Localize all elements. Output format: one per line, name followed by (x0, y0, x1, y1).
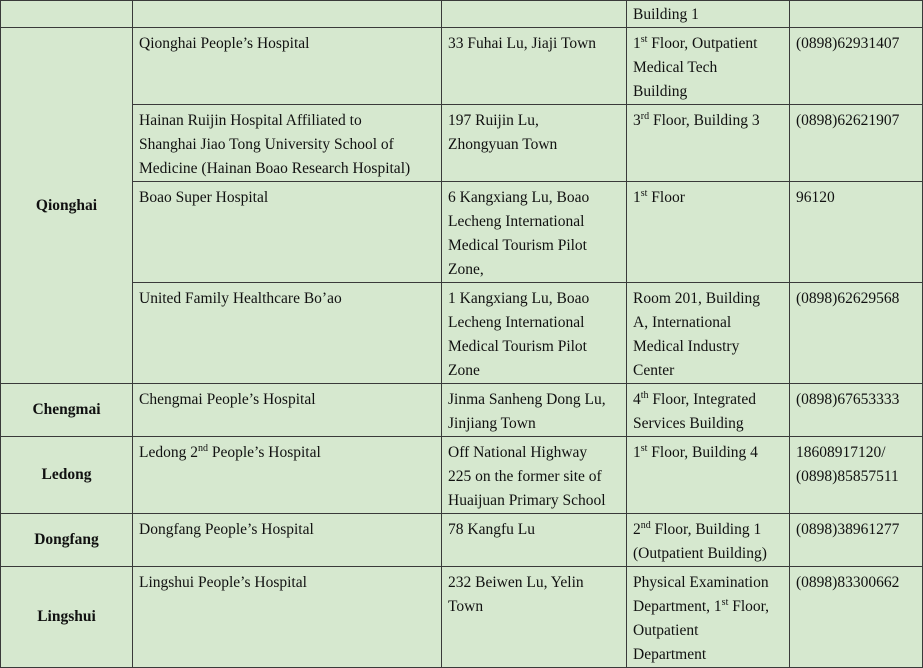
address-line: Lecheng International (448, 314, 585, 331)
ordinal-suffix: nd (640, 519, 651, 531)
hospital-name-line: Medicine (Hainan Boao Research Hospital) (139, 160, 411, 177)
phone-cell-empty (790, 1, 923, 28)
hospital-cell-empty (133, 1, 442, 28)
floor-line: Building 1 (633, 6, 699, 23)
region-name: Qionghai (35, 196, 98, 214)
floor-cell (627, 1, 790, 28)
address-cell-empty (442, 1, 627, 28)
ordinal-suffix: th (640, 389, 649, 401)
phone-line: (0898)62621907 (796, 112, 900, 129)
address-line: 232 Beiwen Lu, Yelin (448, 574, 584, 591)
table-row (1, 567, 923, 668)
hospital-name-line: United Family Healthcare Bo’ao (139, 290, 342, 307)
floor-line: A, International (633, 314, 732, 331)
hospital-name-line: Hainan Ruijin Hospital Affiliated to (139, 112, 362, 129)
hospital-name-cell (133, 105, 442, 182)
floor-line-part: 2 (633, 521, 641, 538)
address-line: 78 Kangfu Lu (448, 521, 535, 538)
hospital-name-cell (133, 28, 442, 105)
table-row (1, 514, 923, 567)
floor-line: (Outpatient Building) (633, 545, 767, 562)
table-row-continued (1, 1, 923, 28)
floor-cell (627, 384, 790, 437)
floor-line-part: Floor, Outpatient (647, 35, 758, 52)
table-body (1, 1, 923, 668)
table-row (1, 105, 923, 182)
address-line: 197 Ruijin Lu, (448, 112, 539, 129)
floor-line (633, 441, 783, 465)
address-line: Jinma Sanheng Dong Lu, (448, 391, 606, 408)
floor-line (633, 186, 783, 210)
table-row (1, 182, 923, 283)
phone-line: (0898)62931407 (796, 35, 900, 52)
phone-cell (790, 105, 923, 182)
floor-line-part: Floor, (728, 598, 770, 615)
address-line: 1 Kangxiang Lu, Boao (448, 290, 590, 307)
floor-line (633, 518, 783, 542)
phone-cell (790, 28, 923, 105)
region-name: Ledong (41, 466, 92, 483)
hospital-name-line-part: People’s Hospital (207, 444, 321, 461)
hospital-name-line: Dongfang People’s Hospital (139, 521, 314, 538)
ordinal-suffix: st (640, 442, 648, 454)
hospital-name-line (139, 441, 435, 465)
region-cell (1, 28, 133, 384)
floor-line-part: 3 (633, 112, 641, 129)
floor-line-part: 1 (633, 189, 641, 206)
floor-line (633, 388, 783, 412)
floor-cell (627, 28, 790, 105)
floor-line: Room 201, Building (633, 290, 761, 307)
floor-line-part: 1 (633, 444, 641, 461)
hospital-name-cell (133, 283, 442, 384)
floor-line: Building (633, 83, 688, 100)
phone-line: (0898)38961277 (796, 521, 900, 538)
address-cell (442, 28, 627, 105)
region-cell-empty (1, 1, 133, 28)
address-line: 33 Fuhai Lu, Jiaji Town (448, 35, 597, 52)
hospital-name-line: Qionghai People’s Hospital (139, 35, 310, 52)
address-line: Off National Highway (448, 444, 588, 461)
phone-cell (790, 384, 923, 437)
hospital-name-cell (133, 182, 442, 283)
table-row (1, 28, 923, 105)
table-row (1, 437, 923, 514)
ordinal-suffix: rd (640, 110, 650, 122)
address-cell (442, 437, 627, 514)
address-cell (442, 283, 627, 384)
floor-line-part: 4 (633, 391, 641, 408)
phone-cell (790, 437, 923, 514)
ordinal-suffix: st (640, 33, 648, 45)
hospital-name-line: Shanghai Jiao Tong University School of (139, 136, 394, 153)
floor-line (633, 32, 783, 56)
floor-cell (627, 567, 790, 668)
region-cell (1, 514, 133, 567)
floor-line: Department (633, 646, 707, 663)
address-line: Town (448, 598, 484, 615)
hospital-name-cell (133, 567, 442, 668)
address-line: Huaijuan Primary School (448, 492, 606, 509)
table-row (1, 283, 923, 384)
address-cell (442, 105, 627, 182)
floor-line-part: Floor, Building 4 (647, 444, 758, 461)
floor-line-part: Floor, Integrated (648, 391, 756, 408)
region-cell (1, 384, 133, 437)
hospital-name-cell (133, 514, 442, 567)
address-line: Zhongyuan Town (448, 136, 558, 153)
address-cell (442, 182, 627, 283)
phone-cell (790, 514, 923, 567)
floor-line-part: Floor, Building 3 (649, 112, 760, 129)
floor-line (633, 109, 783, 133)
phone-cell (790, 567, 923, 668)
phone-line: 18608917120/ (796, 444, 886, 461)
address-line: Lecheng International (448, 213, 585, 230)
floor-line: Services Building (633, 415, 744, 432)
floor-line-part: Department, 1 (633, 598, 722, 615)
floor-line-part: 1 (633, 35, 641, 52)
floor-cell (627, 514, 790, 567)
floor-cell (627, 182, 790, 283)
region-name: Dongfang (34, 531, 99, 548)
floor-line-part: Floor, Building 1 (650, 521, 762, 538)
ordinal-suffix: st (640, 187, 648, 199)
hospital-name-cell (133, 384, 442, 437)
floor-cell (627, 283, 790, 384)
address-line: 225 on the former site of (448, 468, 602, 485)
phone-line: (0898)67653333 (796, 391, 900, 408)
region-name: Lingshui (37, 608, 96, 625)
floor-cell (627, 437, 790, 514)
phone-cell (790, 182, 923, 283)
address-cell (442, 567, 627, 668)
ordinal-suffix: st (721, 596, 729, 608)
floor-line: Medical Industry (633, 338, 740, 355)
ordinal-suffix: nd (197, 442, 208, 454)
table-row (1, 384, 923, 437)
phone-line: (0898)85857511 (796, 468, 899, 485)
floor-line: Medical Tech (633, 59, 718, 76)
address-line: Zone, (448, 261, 484, 278)
hospital-name-line-part: Ledong 2 (139, 444, 198, 461)
hospital-name-cell (133, 437, 442, 514)
floor-line (633, 595, 783, 619)
phone-line: (0898)83300662 (796, 574, 900, 591)
phone-line: (0898)62629568 (796, 290, 900, 307)
address-line: Medical Tourism Pilot (448, 237, 587, 254)
hospital-name-line: Boao Super Hospital (139, 189, 269, 206)
phone-cell (790, 283, 923, 384)
address-cell (442, 514, 627, 567)
region-name: Chengmai (32, 401, 101, 418)
address-line: Zone (448, 362, 480, 379)
region-cell (1, 437, 133, 514)
floor-line: Physical Examination (633, 574, 769, 591)
hospital-name-line: Chengmai People’s Hospital (139, 391, 316, 408)
floor-line: Outpatient (633, 622, 699, 639)
address-line: Medical Tourism Pilot (448, 338, 587, 355)
address-line: 6 Kangxiang Lu, Boao (448, 189, 590, 206)
floor-cell (627, 105, 790, 182)
address-cell (442, 384, 627, 437)
phone-line: 96120 (796, 189, 835, 206)
floor-line: Center (633, 362, 675, 379)
address-line: Jinjiang Town (448, 415, 536, 432)
region-cell (1, 567, 133, 668)
hospital-name-line: Lingshui People’s Hospital (139, 574, 307, 591)
floor-line-part: Floor (647, 189, 685, 206)
